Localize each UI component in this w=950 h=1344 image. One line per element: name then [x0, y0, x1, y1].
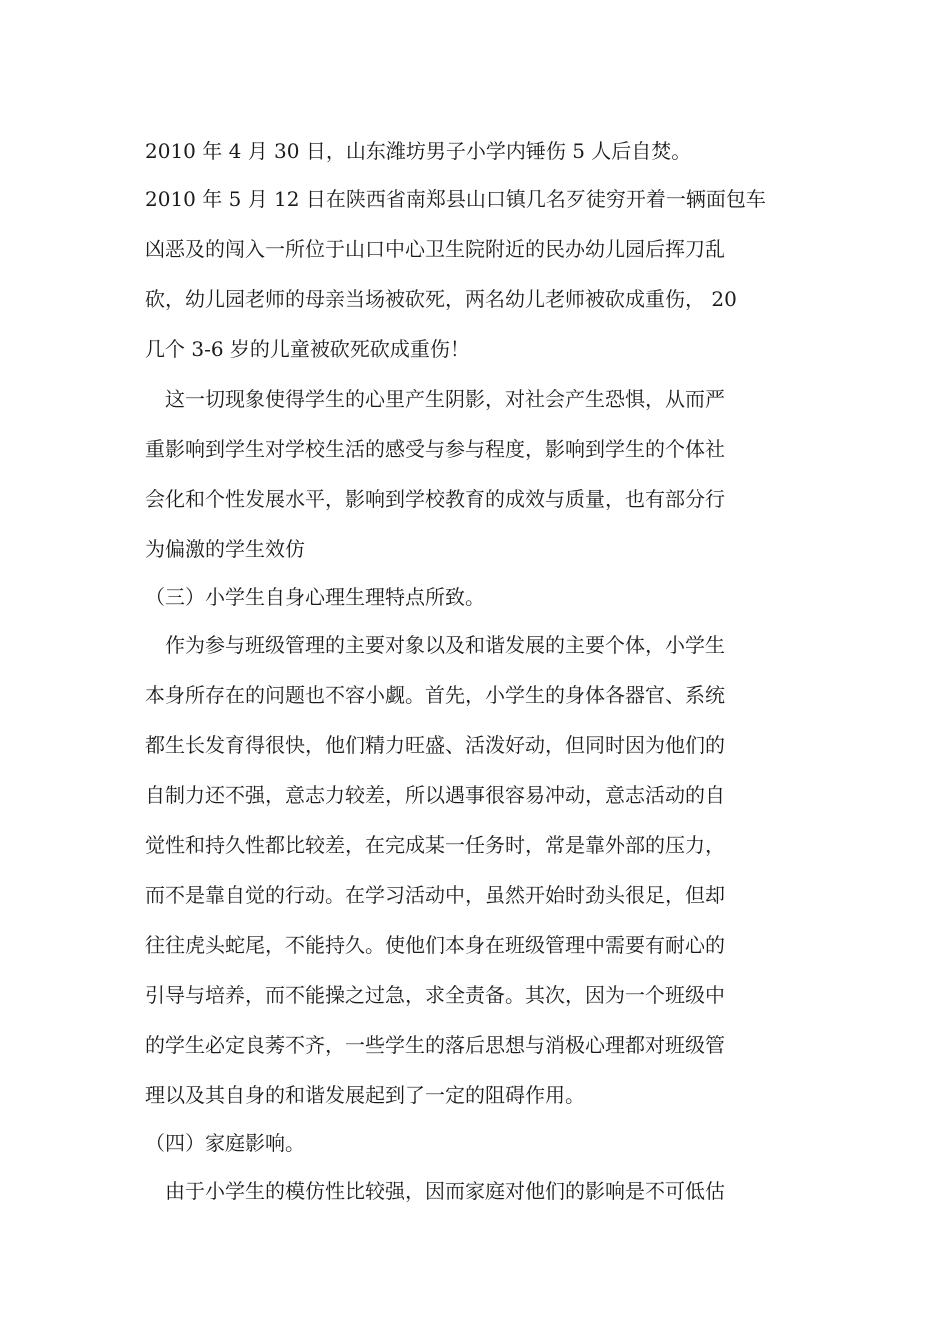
text-line: 而不是靠自觉的行动。在学习活动中，虽然开始时劲头很足，但却 — [145, 883, 725, 907]
text-line: 为偏激的学生效仿 — [145, 537, 305, 561]
section-heading: （三）小学生自身心理生理特点所致。 — [145, 585, 485, 609]
paragraph-first-line: 这一切现象使得学生的心里产生阴影，对社会产生恐惧，从而严 — [165, 387, 725, 411]
document-body — [145, 128, 810, 1216]
text-line: 砍，幼儿园老师的母亲当场被砍死，两名幼儿老师被砍成重伤， 20 — [145, 287, 737, 311]
paragraph-first-line: 由于小学生的模仿性比较强，因而家庭对他们的影响是不可低估 — [165, 1179, 725, 1203]
text-line: 引导与培养，而不能操之过急，求全责备。其次，因为一个班级中 — [145, 983, 725, 1007]
text-line: 会化和个性发展水平，影响到学校教育的成效与质量，也有部分行 — [145, 487, 725, 511]
text-line: 的学生必定良莠不齐，一些学生的落后思想与消极心理都对班级管 — [145, 1033, 725, 1057]
text-line: 理以及其自身的和谐发展起到了一定的阻碍作用。 — [145, 1083, 585, 1107]
paragraph-first-line: 作为参与班级管理的主要对象以及和谐发展的主要个体，小学生 — [165, 633, 725, 657]
section-heading: （四）家庭影响。 — [145, 1131, 305, 1155]
text-line: 都生长发育得很快，他们精力旺盛、活泼好动，但同时因为他们的 — [145, 733, 725, 757]
text-line: 2010 年 4 月 30 日，山东潍坊男子小学内锤伤 5 人后自焚。 — [145, 139, 692, 163]
text-line: 2010 年 5 月 12 日在陕西省南郑县山口镇几名歹徒穷开着一辆面包车 — [145, 187, 766, 211]
text-line: 往往虎头蛇尾，不能持久。使他们本身在班级管理中需要有耐心的 — [145, 933, 725, 957]
text-line: 自制力还不强，意志力较差，所以遇事很容易冲动，意志活动的自 — [145, 783, 725, 807]
text-line: 几个 3-6 岁的儿童被砍死砍成重伤！ — [145, 337, 470, 361]
text-line: 本身所存在的问题也不容小觑。首先，小学生的身体各器官、系统 — [145, 683, 725, 707]
text-line: 凶恶及的闯入一所位于山口中心卫生院附近的民办幼儿园后挥刀乱 — [145, 237, 725, 261]
text-line: 重影响到学生对学校生活的感受与参与程度，影响到学生的个体社 — [145, 437, 725, 461]
text-line: 觉性和持久性都比较差，在完成某一任务时，常是靠外部的压力， — [145, 833, 725, 857]
